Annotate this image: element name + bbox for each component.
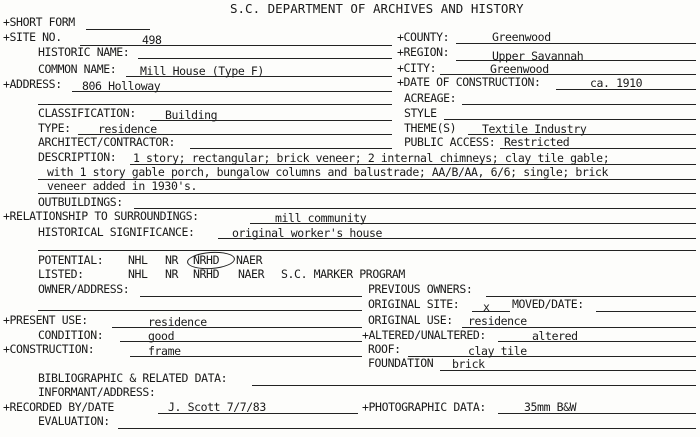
altered-value: altered	[532, 329, 578, 343]
historic-name-line	[138, 58, 392, 59]
site-no-label: +SITE NO.	[3, 30, 62, 44]
county-value: Greenwood	[492, 30, 551, 44]
listed-label: LISTED:	[38, 267, 84, 281]
date-value: ca. 1910	[590, 76, 643, 90]
original-site-label: ORIGINAL SITE:	[368, 297, 460, 311]
significance-value: original worker's house	[232, 226, 383, 240]
description-label: DESCRIPTION:	[38, 150, 117, 164]
bibliographic-label: BIBLIOGRAPHIC & RELATED DATA:	[38, 371, 228, 385]
roof-label: ROOF:	[368, 342, 401, 356]
listed-nrhd: NRHD	[193, 267, 220, 281]
photographic-label: +PHOTOGRAPHIC DATA:	[362, 400, 486, 414]
description-line-3: veneer added in 1930's.	[47, 179, 198, 193]
county-label: +COUNTY:	[397, 30, 450, 44]
form-title: S.C. DEPARTMENT OF ARCHIVES AND HISTORY	[230, 1, 524, 16]
recorded-label: +RECORDED BY/DATE	[3, 400, 114, 414]
city-label: +CITY:	[397, 61, 437, 75]
theme-line	[468, 134, 696, 135]
potential-naer: NAER	[236, 253, 263, 267]
bibliographic-line	[252, 385, 696, 386]
county-line	[456, 43, 696, 44]
original-site-value: x	[483, 300, 490, 314]
description-line-2: with 1 story gable porch, bungalow columns and balustrade; AA/B/AA, 6/6; single; brick	[47, 165, 609, 179]
construction-value: frame	[148, 344, 181, 358]
moved-date-label: MOVED/DATE:	[512, 297, 584, 311]
present-use-line	[112, 327, 362, 328]
listed-naer: NAER	[238, 267, 265, 281]
common-name-label: COMMON NAME:	[38, 62, 117, 76]
common-name-line	[126, 76, 392, 77]
classification-label: CLASSIFICATION:	[38, 106, 136, 120]
potential-nr: NR	[165, 253, 179, 267]
significance-line	[218, 238, 696, 239]
moved-date-line	[596, 311, 696, 312]
relationship-label: +RELATIONSHIP TO SURROUNDINGS:	[3, 209, 199, 223]
address-value: 806 Holloway	[82, 79, 161, 93]
original-use-label: ORIGINAL USE:	[368, 313, 453, 327]
architect-line	[190, 148, 392, 149]
region-label: +REGION:	[397, 45, 450, 59]
region-line	[456, 60, 696, 61]
previous-owners-label: PREVIOUS OWNERS:	[368, 282, 473, 296]
potential-nhl: NHL	[128, 253, 148, 267]
foundation-line	[440, 370, 696, 371]
foundation-label: FOUNDATION	[368, 356, 434, 370]
description-rule-3	[38, 193, 696, 194]
photographic-value: 35mm B&W	[524, 400, 577, 414]
separator-line-2	[38, 250, 696, 251]
style-label: STYLE	[404, 106, 437, 120]
type-value: residence	[98, 122, 157, 136]
acreage-label: ACREAGE:	[404, 91, 457, 105]
altered-label: +ALTERED/UNALTERED:	[362, 328, 486, 342]
theme-label: THEME(S)	[404, 121, 457, 135]
evaluation-line	[118, 428, 696, 429]
public-access-value: Restricted	[504, 135, 570, 149]
style-line	[444, 119, 696, 120]
city-value: Greenwood	[490, 62, 549, 76]
owner-address-line	[140, 296, 362, 297]
site-no-value: 498	[142, 33, 162, 47]
potential-nrhd: NRHD	[193, 253, 220, 267]
original-site-line	[472, 311, 510, 312]
owner-address-label: OWNER/ADDRESS:	[38, 282, 130, 296]
listed-nhl: NHL	[128, 267, 148, 281]
construction-label: +CONSTRUCTION:	[3, 342, 95, 356]
separator-line	[38, 104, 392, 105]
original-use-value: residence	[468, 314, 527, 328]
original-use-line	[462, 327, 696, 328]
informant-label: INFORMANT/ADDRESS:	[38, 385, 156, 399]
short-form-line	[86, 29, 150, 30]
potential-label: POTENTIAL:	[38, 253, 104, 267]
condition-line	[120, 341, 362, 342]
address-line	[72, 91, 392, 92]
outbuildings-line	[134, 208, 696, 209]
common-name-value: Mill House (Type F)	[140, 64, 264, 78]
altered-line	[498, 341, 696, 342]
listed-nr: NR	[165, 267, 179, 281]
region-value: Upper Savannah	[492, 49, 584, 63]
condition-label: CONDITION:	[38, 328, 104, 342]
significance-label: HISTORICAL SIGNIFICANCE:	[38, 225, 195, 239]
present-use-value: residence	[148, 315, 207, 329]
sc-marker-program: S.C. MARKER PROGRAM	[281, 267, 405, 281]
classification-line	[150, 120, 392, 121]
relationship-line	[250, 223, 696, 224]
relationship-value: mill community	[275, 211, 367, 225]
theme-value: Textile Industry	[482, 122, 587, 136]
outbuildings-label: OUTBUILDINGS:	[38, 195, 123, 209]
recorded-line	[158, 413, 358, 414]
description-line-1: 1 story; rectangular; brick veneer; 2 internal chimneys; clay tile gable;	[133, 151, 610, 165]
condition-value: good	[148, 329, 175, 343]
photographic-line	[498, 413, 696, 414]
present-use-label: +PRESENT USE:	[3, 313, 88, 327]
construction-line	[130, 356, 362, 357]
owner-address-line-2	[38, 310, 362, 311]
foundation-value: brick	[452, 357, 485, 371]
short-form-label: +SHORT FORM	[3, 15, 75, 29]
date-line	[556, 89, 696, 90]
evaluation-label: EVALUATION:	[38, 414, 110, 428]
classification-value: Building	[165, 108, 218, 122]
historic-name-label: HISTORIC NAME:	[38, 45, 130, 59]
recorded-value: J. Scott 7/7/83	[168, 400, 266, 414]
roof-value: clay tile	[468, 344, 527, 358]
public-access-line	[500, 148, 696, 149]
acreage-line	[462, 104, 696, 105]
address-label: +ADDRESS:	[3, 77, 62, 91]
architect-label: ARCHITECT/CONTRACTOR:	[38, 135, 175, 149]
public-access-label: PUBLIC ACCESS:	[404, 135, 496, 149]
date-label: +DATE OF CONSTRUCTION:	[397, 75, 541, 89]
type-label: TYPE:	[38, 121, 71, 135]
